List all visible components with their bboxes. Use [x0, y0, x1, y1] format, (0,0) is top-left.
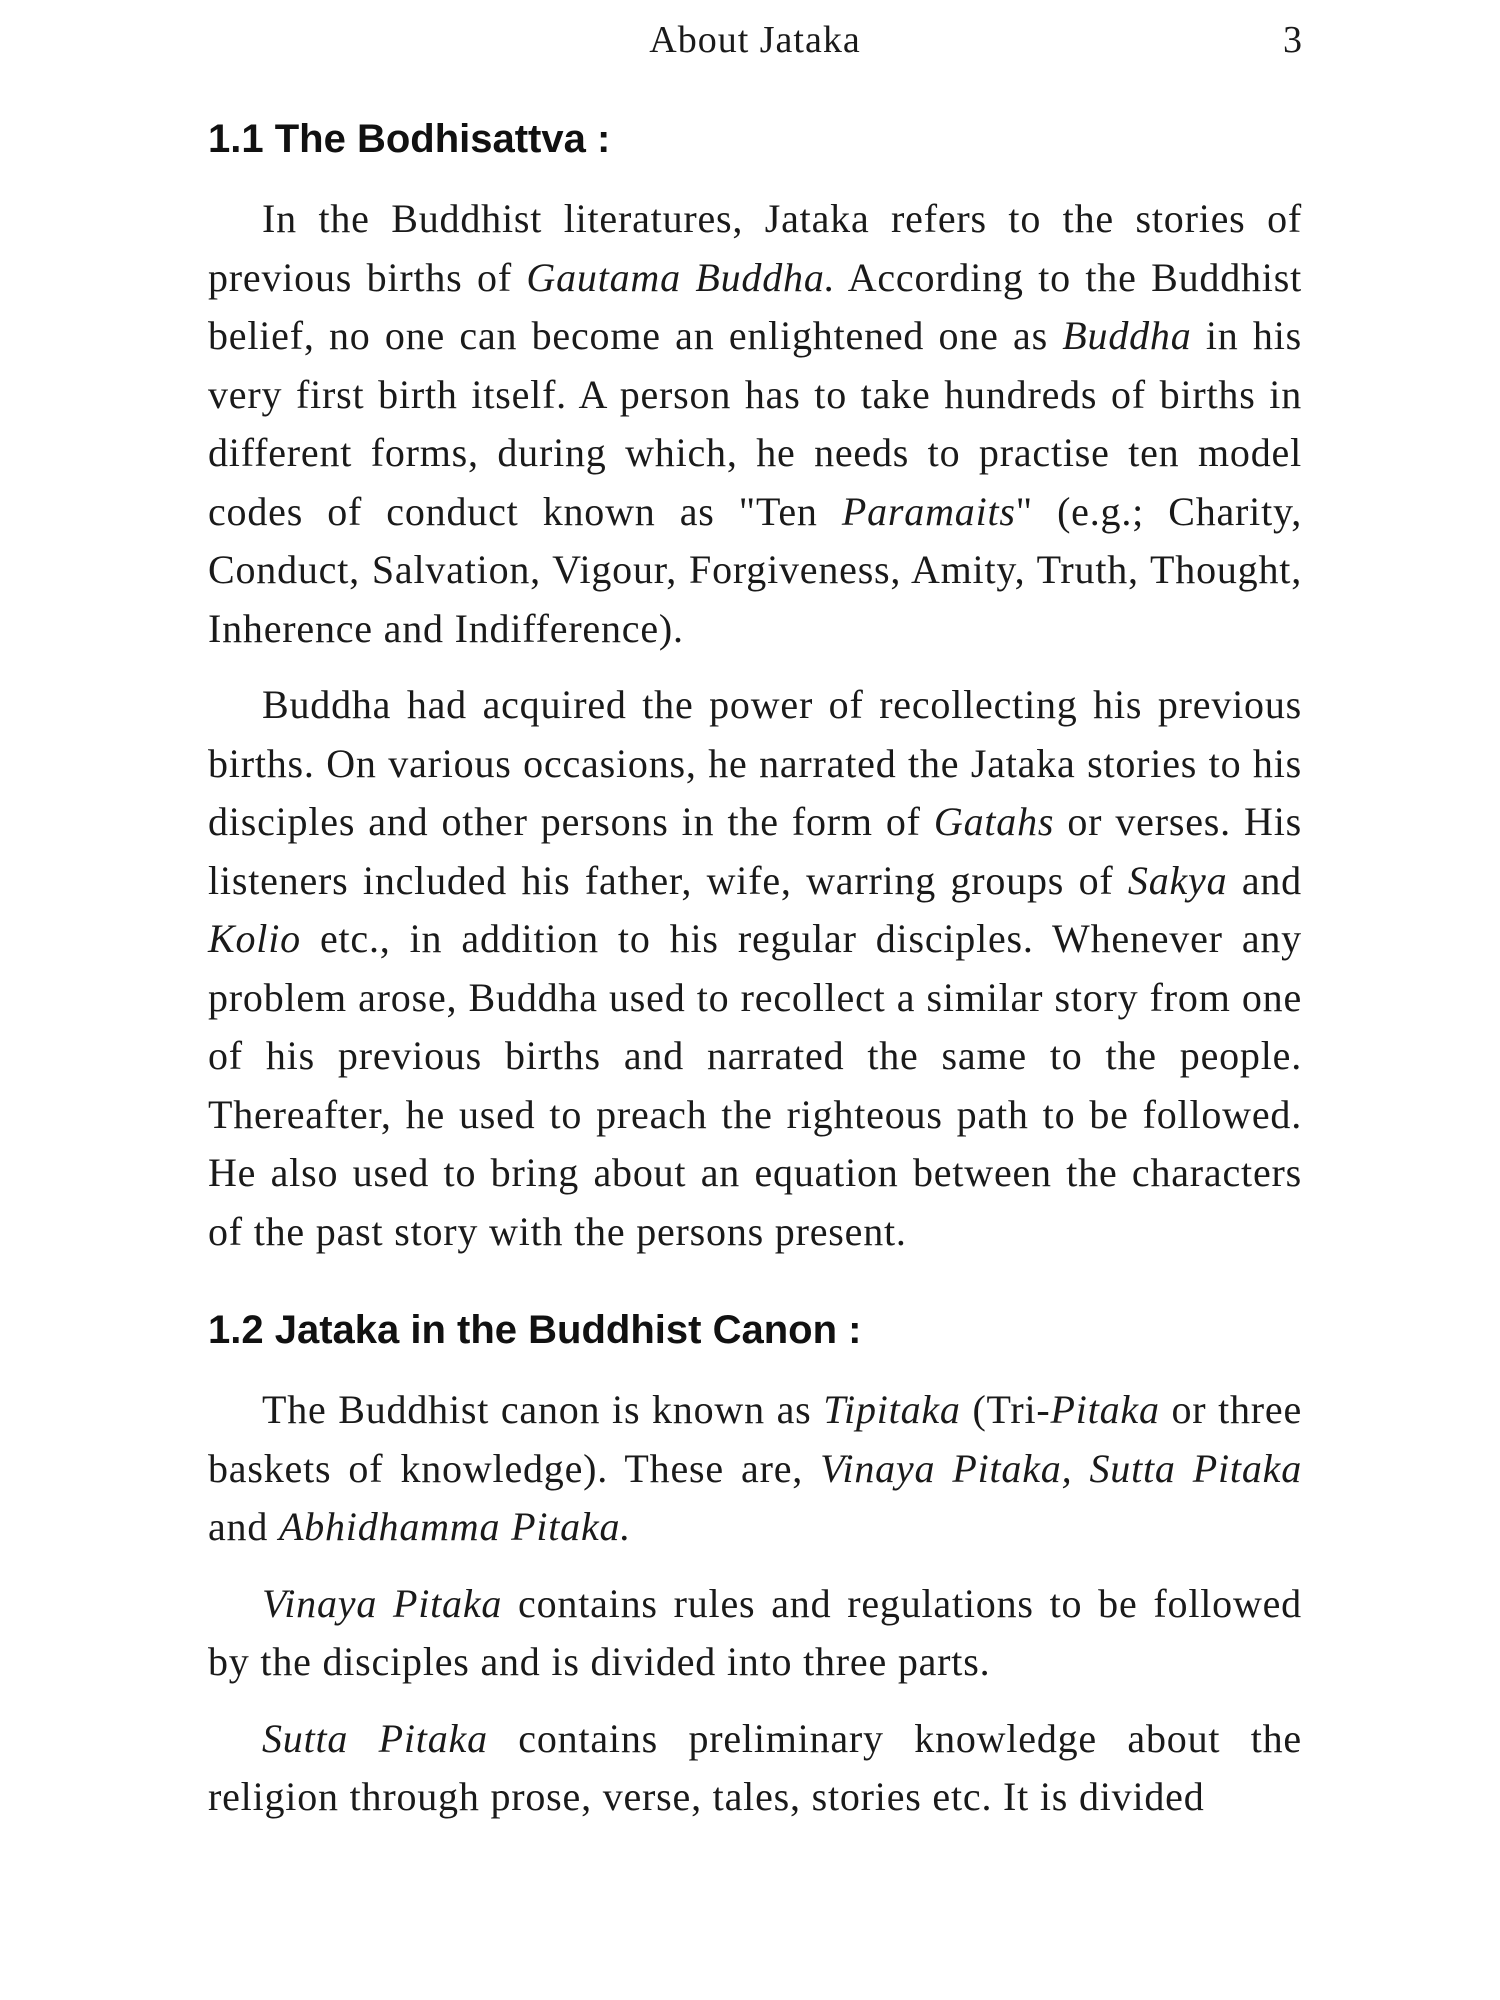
- text-run: or three baskets of knowledge). These are,: [208, 1387, 1303, 1491]
- text-run: According to the Buddhist belief, no one can become an enlightened one as: [208, 254, 1302, 358]
- italic-text: Sutta Pitaka: [262, 1715, 488, 1761]
- italic-text: Vinaya Pitaka: [262, 1580, 503, 1626]
- text-run: and: [208, 1504, 279, 1549]
- italic-text: Tipitaka: [823, 1387, 961, 1432]
- text-run: The Buddhist canon is known as: [262, 1387, 824, 1432]
- paragraph: [208, 1381, 1302, 1557]
- text-run: in his very first birth itself. A person has to take hundreds of births in different forms, during which, he needs to practise ten model codes of conduct known as "Ten: [208, 313, 1302, 534]
- text-run: etc., in addition to his regular disciples. Whenever any problem arose, Buddha used to recollect a similar story from one of his previous births and narrated the same to the people. Thereafter, he used to preach the righteous path to be followed. He also used to bring about an equation between the characters of the past story with the persons present.: [208, 916, 1302, 1254]
- italic-text: Gatahs: [933, 799, 1055, 844]
- italic-text: Vinaya Pitaka,: [820, 1445, 1073, 1491]
- italic-text: Buddha: [1062, 313, 1192, 358]
- italic-text: Abhidhamma Pitaka.: [278, 1504, 632, 1549]
- section-heading-bodhisattva: 1.1 The Bodhisattva :: [208, 117, 611, 161]
- italic-text: Gautama Buddha.: [526, 254, 836, 300]
- page-number: 3: [1283, 19, 1302, 61]
- text-run: " (e.g.; Charity, Conduct, Salvation, Vigour, Forgiveness, Amity, Truth, Thought, Inherence and Indifference).: [208, 488, 1302, 651]
- italic-text: Kolio: [208, 916, 301, 961]
- italic-text: Sutta Pitaka: [1089, 1445, 1302, 1491]
- italic-text: Pitaka: [1050, 1387, 1160, 1432]
- paragraph: [208, 1575, 1302, 1692]
- text-run: (Tri-: [960, 1387, 1051, 1432]
- section-heading-buddhist-canon: 1.2 Jataka in the Buddhist Canon :: [208, 1308, 862, 1352]
- paragraph: [208, 190, 1302, 658]
- text-run: Buddha had acquired the power of recollecting his previous births. On various occasions, he narrated the Jataka stories to his disciples and other persons in the form of: [208, 682, 1302, 844]
- running-head: [208, 18, 1302, 68]
- text-run: contains rules and regulations to be followed by the disciples and is divided into three parts.: [208, 1580, 1302, 1684]
- text-run: or verses. His listeners included his father, wife, warring groups of: [208, 799, 1302, 903]
- page-body: [208, 110, 1302, 1845]
- text-run: In the Buddhist literatures, Jataka refers to the stories of previous births of: [208, 196, 1302, 300]
- paragraph: [208, 676, 1302, 1261]
- text-run: and: [1227, 857, 1302, 903]
- text-run: contains preliminary knowledge about the religion through prose, verse, tales, stories etc. It is divided: [208, 1715, 1302, 1819]
- text-run: [1072, 1446, 1089, 1491]
- italic-text: Sakya: [1127, 857, 1228, 903]
- italic-text: Paramaits: [841, 488, 1016, 534]
- running-title: About Jataka: [649, 19, 861, 61]
- paragraph: [208, 1710, 1302, 1827]
